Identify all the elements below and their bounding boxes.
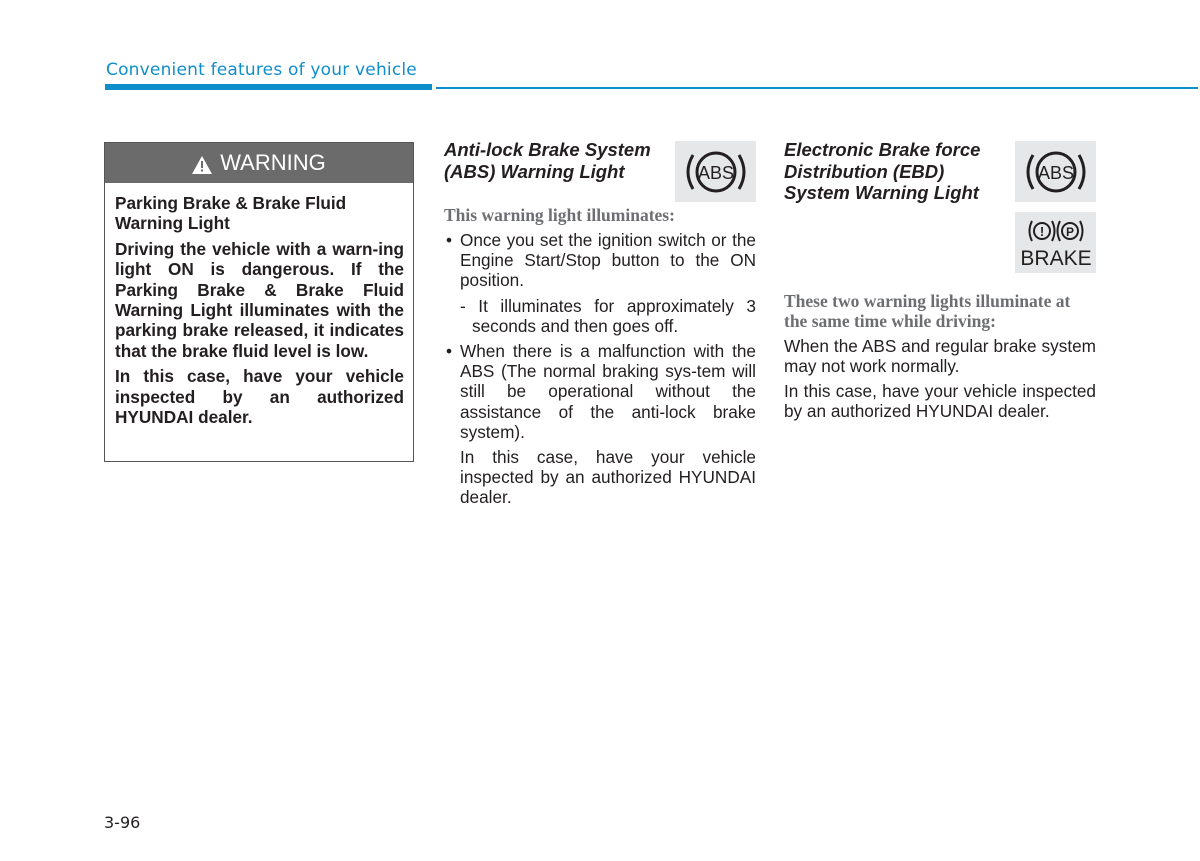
warning-label: WARNING	[220, 150, 326, 175]
parking-icon-text: P	[1065, 224, 1074, 239]
ebd-paragraph: When the ABS and regular brake system may not work normally.	[784, 335, 1096, 376]
page-section-title: Convenient features of your vehicle	[106, 60, 417, 80]
abs-bullet-list-2	[444, 341, 756, 442]
abs-note: In this case, have your vehicle inspected by an authorized HYUNDAI dealer.	[460, 447, 756, 508]
page-number: 3-96	[104, 813, 141, 832]
brake-icon-text: BRAKE	[1019, 246, 1092, 270]
warning-paragraph: Driving the vehicle with a warn-ing light ON is dangerous. If the Parking Brake & Brake Fluid Warning Light illuminates with the parking brake released, it indicates that the brake fluid level is low.	[115, 238, 404, 361]
abs-bullet-list	[444, 230, 756, 291]
warning-heading: Parking Brake & Brake Fluid Warning Light	[115, 193, 347, 234]
abs-warning-light-icon	[675, 141, 756, 202]
ebd-abs-light-icon	[1015, 141, 1096, 202]
abs-icon-text: ABS	[697, 162, 734, 183]
header-accent-bar	[105, 84, 432, 90]
warning-box	[104, 142, 414, 462]
warning-paragraph: In this case, have your vehicle inspected by an authorized HYUNDAI dealer.	[115, 366, 404, 428]
list-item: • When there is a malfunction with the ABS (The normal braking sys-tem will still be operational without the assistance of the anti-lock brake system).	[444, 341, 756, 442]
abs-sub-item: - It illuminates for approximately 3 seconds and then goes off.	[460, 295, 756, 336]
header-rule	[436, 87, 1198, 89]
warning-header	[105, 143, 413, 183]
ebd-section-title: Electronic Brake force Distribution (EBD) System Warning Light	[784, 139, 981, 203]
brake-warning-light-icon	[1015, 212, 1096, 273]
ebd-subheading: These two warning lights illuminate at the same time while driving:	[784, 290, 1071, 331]
warning-body	[105, 183, 413, 427]
exclamation-icon-text: !	[1039, 223, 1044, 239]
list-item: • Once you set the ignition switch or the Engine Start/Stop button to the ON position.	[444, 230, 756, 291]
ebd-abs-icon-text: ABS	[1037, 162, 1074, 183]
abs-section-title: Anti-lock Brake System (ABS) Warning Light	[444, 139, 651, 182]
abs-subheading: This warning light illuminates:	[444, 205, 675, 225]
ebd-paragraph: In this case, have your vehicle inspected by an authorized HYUNDAI dealer.	[784, 380, 1096, 422]
warning-triangle-icon	[192, 154, 212, 172]
